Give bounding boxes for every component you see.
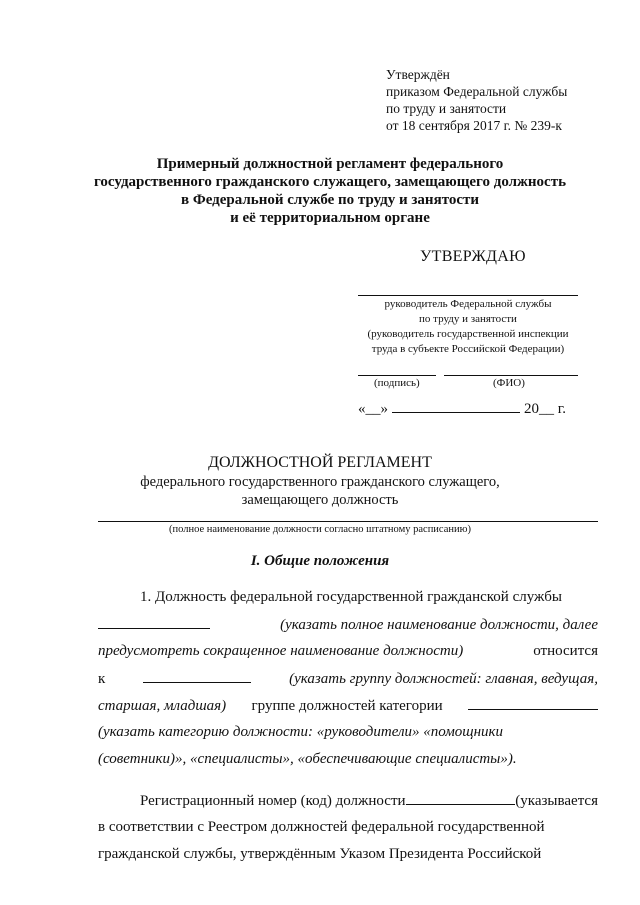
paragraph-text: Регистрационный номер (код) должности: [140, 793, 406, 809]
paragraph-line: [98, 724, 598, 741]
paragraph-text: 1. Должность федеральной государственной гражданской службы: [140, 589, 562, 605]
paragraph-text: предусмотреть сокращенное наименование должности): [98, 643, 464, 659]
paragraph-text: к: [98, 671, 106, 687]
name-underline: [444, 375, 578, 376]
date-year: 20__ г.: [524, 401, 566, 417]
paragraph-line: [98, 616, 598, 634]
approval-note-line: от 18 сентября 2017 г. № 239-к: [386, 118, 562, 133]
paragraph-line: [98, 819, 598, 836]
paragraph-line: [140, 792, 598, 810]
name-label: (ФИО): [493, 377, 525, 389]
regulation-subtitle: федерального государственного гражданского служащего,: [140, 474, 500, 490]
date-day: «__»: [358, 401, 388, 417]
paragraph-text: в соответствии с Реестром должностей федеральной государственной: [98, 819, 545, 835]
paragraph-line: [140, 589, 598, 606]
signature-label: (подпись): [374, 377, 420, 389]
regulation-subtitle: замещающего должность: [241, 492, 399, 508]
blank-field: [406, 792, 516, 805]
paragraph-text: (указать категорию должности: «руководители» «помощники: [98, 724, 504, 740]
approve-heading: УТВЕРЖДАЮ: [420, 248, 526, 265]
approval-date: [358, 400, 566, 418]
title-line: государственного гражданского служащего, замещающего должность: [93, 174, 567, 190]
title-line: в Федеральной службе по труду и занятости: [180, 192, 480, 208]
position-line: руководитель Федеральной службы: [384, 298, 552, 310]
paragraph-line: [98, 697, 598, 715]
paragraph-text: (указывается: [515, 793, 598, 809]
paragraph-line: [98, 643, 598, 660]
paragraph-text: относится: [533, 643, 598, 659]
blank-field: [98, 616, 210, 629]
position-name-caption: (полное наименование должности согласно штатному расписанию): [169, 524, 471, 535]
approval-note-line: приказом Федеральной службы: [386, 84, 568, 99]
paragraph-text: (указать группу должностей: главная, ведущая,: [289, 671, 598, 687]
approval-note-line: по труду и занятости: [386, 101, 507, 116]
title-line: и её территориальном органе: [230, 210, 430, 226]
position-name-underline: [98, 521, 598, 522]
blank-field: [468, 697, 598, 710]
paragraph-text: старшая, младшая): [98, 698, 227, 714]
approval-note: [386, 66, 567, 134]
paragraph-line: [98, 751, 598, 768]
position-underline: [358, 295, 578, 296]
paragraph-line: [98, 670, 598, 688]
paragraph-text: (указать полное наименование должности, далее: [280, 617, 598, 633]
position-line: (руководитель государственной инспекции: [367, 328, 569, 340]
regulation-title: ДОЛЖНОСТНОЙ РЕГЛАМЕНТ: [208, 454, 432, 471]
approval-note-line: Утверждён: [386, 67, 450, 82]
position-line: по труду и занятости: [419, 313, 517, 325]
document-title: [60, 155, 600, 227]
date-month-blank: [392, 400, 520, 413]
paragraph-line: [98, 846, 598, 863]
paragraph-text: гражданской службы, утверждённым Указом Президента Российской: [98, 846, 542, 862]
title-line: Примерный должностной регламент федерального: [156, 156, 504, 172]
signature-underline: [358, 375, 436, 376]
paragraph-text: (советники)», «специалисты», «обеспечивающие специалисты»).: [98, 751, 517, 767]
blank-field: [143, 670, 251, 683]
position-block: [358, 297, 578, 357]
paragraph-text: группе должностей категории: [251, 698, 443, 714]
regulation-heading: [40, 453, 640, 509]
section-title: I. Общие положения: [250, 553, 390, 569]
position-line: труда в субъекте Российской Федерации): [371, 343, 565, 355]
